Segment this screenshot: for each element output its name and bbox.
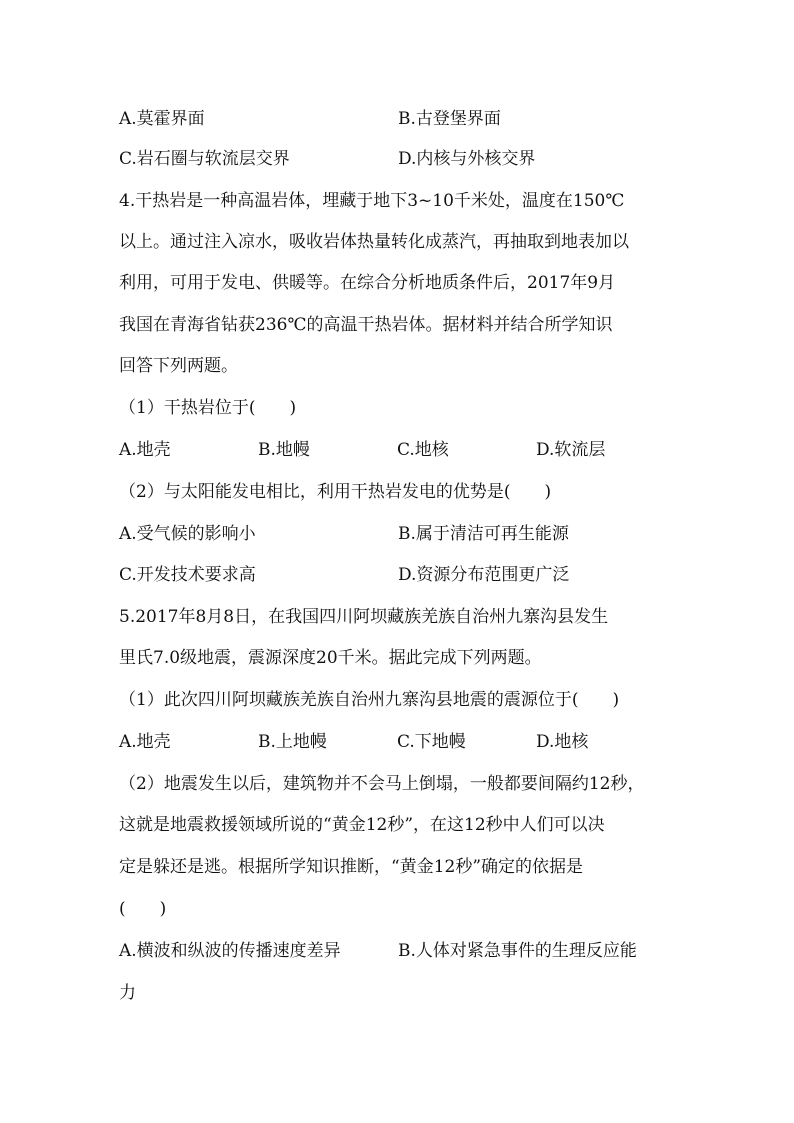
q5-sub1-option-b: B.上地幔 — [258, 732, 327, 752]
q3-option-a: A.莫霍界面 — [119, 109, 205, 129]
q5-stem-line-1: 5.2017年8月8日，在我国四川阿坝藏族羌族自治州九寨沟县发生 — [119, 607, 609, 627]
q5-sub1-option-a: A.地壳 — [119, 732, 171, 752]
q5-sub2-question-line-2: 这就是地震救援领域所说的“黄金12秒”，在这12秒中人们可以决 — [119, 815, 605, 835]
q5-sub2-option-b-line-2: 力 — [119, 983, 136, 1003]
q4-sub2-option-a: A.受气候的影响小 — [119, 524, 256, 544]
q3-option-d: D.内核与外核交界 — [398, 149, 536, 169]
q3-option-b: B.古登堡界面 — [398, 109, 501, 129]
q4-sub1-question: （1）干热岩位于( ) — [119, 398, 297, 418]
q5-sub2-question-line-1: （2）地震发生以后，建筑物并不会马上倒塌，一般都要间隔约12秒， — [119, 774, 645, 794]
q5-sub2-question-line-4: ( ) — [119, 899, 167, 919]
q4-sub1-option-c: C.地核 — [397, 440, 449, 460]
q3-option-c: C.岩石圈与软流层交界 — [119, 149, 290, 169]
q5-sub2-question-line-3: 定是躲还是逃。根据所学知识推断，“黄金12秒”确定的依据是 — [119, 857, 584, 877]
q4-sub2-option-b: B.属于清洁可再生能源 — [398, 524, 569, 544]
q4-stem-line-1: 4.干热岩是一种高温岩体，埋藏于地下3~10千米处，温度在150℃ — [119, 191, 625, 211]
q4-stem-line-2: 以上。通过注入凉水，吸收岩体热量转化成蒸汽，再抽取到地表加以 — [119, 232, 629, 252]
q4-stem-line-3: 利用，可用于发电、供暖等。在综合分析地质条件后，2017年9月 — [119, 273, 616, 293]
q4-stem-line-4: 我国在青海省钻获236℃的高温干热岩体。据材料并结合所学知识 — [119, 315, 613, 335]
q4-sub2-option-d: D.资源分布范围更广泛 — [398, 565, 570, 585]
q4-sub2-option-c: C.开发技术要求高 — [119, 565, 256, 585]
q5-sub1-option-d: D.地核 — [536, 732, 589, 752]
q5-sub1-option-c: C.下地幔 — [397, 732, 466, 752]
q5-sub2-option-b-line-1: B.人体对紧急事件的生理反应能 — [398, 941, 637, 961]
q4-sub2-question: （2）与太阳能发电相比，利用干热岩发电的优势是( ) — [119, 482, 552, 502]
q4-sub1-option-a: A.地壳 — [119, 440, 171, 460]
q5-sub1-question: （1）此次四川阿坝藏族羌族自治州九寨沟县地震的震源位于( ) — [119, 690, 620, 710]
q5-stem-line-2: 里氏7.0级地震，震源深度20千米。据此完成下列两题。 — [119, 648, 542, 668]
q4-stem-line-5: 回答下列两题。 — [119, 356, 238, 376]
q4-sub1-option-d: D.软流层 — [536, 440, 606, 460]
q5-sub2-option-a: A.横波和纵波的传播速度差异 — [119, 941, 341, 961]
q4-sub1-option-b: B.地幔 — [258, 440, 310, 460]
